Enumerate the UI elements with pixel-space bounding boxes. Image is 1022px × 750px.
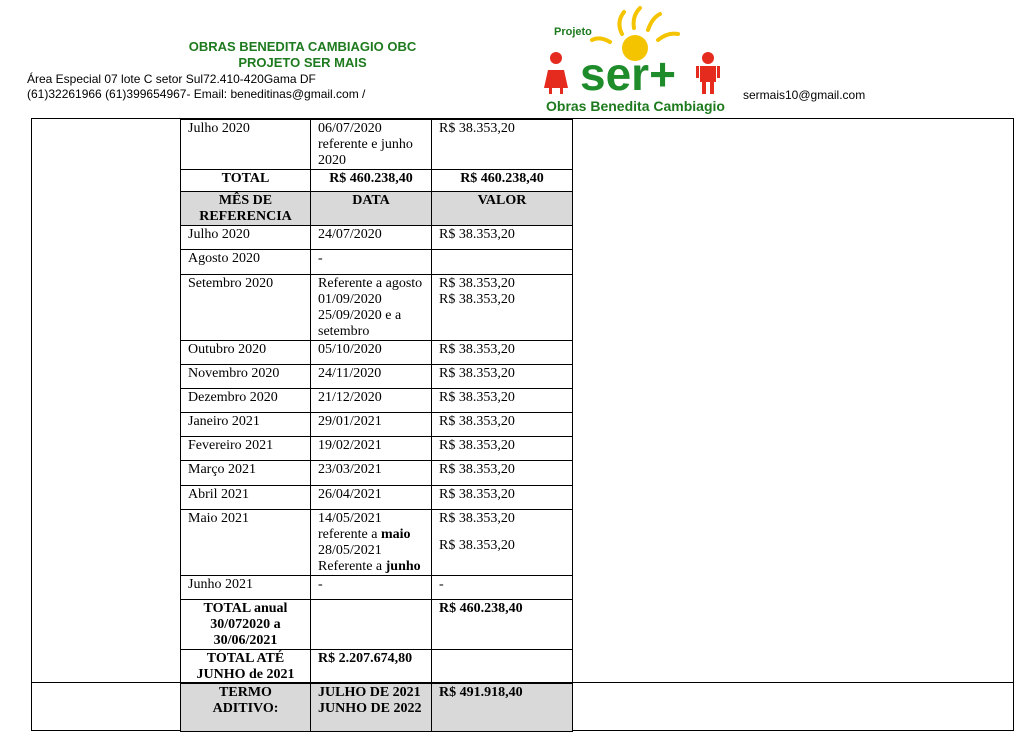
value-cell [432, 275, 573, 341]
logo-projeto-label: Projeto [554, 26, 592, 38]
value-cell: R$ 38.353,20 [432, 437, 573, 461]
total-until-row [181, 650, 573, 684]
month-cell: Outubro 2020 [181, 341, 311, 365]
date-emphasis: junho [385, 559, 421, 574]
value-cell: - [432, 576, 573, 600]
value-cell: R$ 38.353,20 [432, 365, 573, 389]
table-row [181, 226, 573, 250]
date-cell: - [311, 250, 432, 275]
month-cell: Fevereiro 2021 [181, 437, 311, 461]
value-cell: R$ 38.353,20 [432, 226, 573, 250]
left-figure-icon [544, 52, 568, 94]
total-date-cell: R$ 460.238,40 [311, 170, 432, 192]
month-cell: Agosto 2020 [181, 250, 311, 275]
address-block [27, 72, 365, 102]
total-annual-row [181, 600, 573, 650]
table-row [181, 389, 573, 413]
table-row [181, 486, 573, 510]
table-row [181, 341, 573, 365]
header-month: MÊS DE REFERENCIA [181, 192, 311, 226]
header-value: VALOR [432, 192, 573, 226]
month-cell: Junho 2021 [181, 576, 311, 600]
month-cell: Março 2021 [181, 461, 311, 486]
month-cell: Julho 2020 [181, 120, 311, 170]
table-row [181, 510, 573, 576]
date-cell: 23/03/2021 [311, 461, 432, 486]
value-line: R$ 38.353,20 [439, 292, 515, 307]
value-line: R$ 38.353,20 [439, 538, 515, 553]
value-cell: R$ 38.353,20 [432, 389, 573, 413]
date-cell: 21/12/2020 [311, 389, 432, 413]
total-label: TOTAL [181, 170, 311, 192]
total-until-label: TOTAL ATÉ JUNHO de 2021 [181, 650, 311, 684]
date-cell [311, 510, 432, 576]
month-cell: Maio 2021 [181, 510, 311, 576]
table-row [181, 275, 573, 341]
date-cell: Referente a agosto 01/09/2020 25/09/2020 e a setembro [311, 275, 432, 341]
project-logo [540, 6, 730, 118]
value-line: R$ 38.353,20 [439, 276, 515, 291]
month-cell: Abril 2021 [181, 486, 311, 510]
value-cell: R$ 38.353,20 [432, 341, 573, 365]
value-line: R$ 38.353,20 [439, 511, 515, 526]
secondary-email: sermais10@gmail.com [743, 88, 866, 102]
total-until-value [432, 650, 573, 684]
value-cell: R$ 38.353,20 [432, 486, 573, 510]
month-cell: Setembro 2020 [181, 275, 311, 341]
value-cell [432, 510, 573, 576]
logo-brand: ser+ [580, 48, 676, 100]
date-cell: 26/04/2021 [311, 486, 432, 510]
amendment-value: R$ 491.918,40 [432, 684, 573, 732]
month-cell: Novembro 2020 [181, 365, 311, 389]
total-row [181, 170, 573, 192]
project-name: PROJETO SER MAIS [238, 55, 367, 70]
value-cell: R$ 38.353,20 [432, 413, 573, 437]
date-cell: 19/02/2021 [311, 437, 432, 461]
table-row [181, 413, 573, 437]
table-row [181, 250, 573, 275]
date-cell: 06/07/2020 referente e junho 2020 [311, 120, 432, 170]
value-cell [432, 250, 573, 275]
total-annual-date [311, 600, 432, 650]
date-cell: 24/11/2020 [311, 365, 432, 389]
date-text: 28/05/2021 Referente a [318, 543, 386, 574]
header-date: DATA [311, 192, 432, 226]
total-annual-value: R$ 460.238,40 [432, 600, 573, 650]
table-row [181, 365, 573, 389]
table-row [181, 120, 573, 170]
total-annual-label: TOTAL anual 30/072020 a 30/06/2021 [181, 600, 311, 650]
date-text: 14/05/2021 referente a [318, 511, 382, 542]
table-row [181, 461, 573, 486]
date-cell: 29/01/2021 [311, 413, 432, 437]
table-row [181, 437, 573, 461]
value-cell: R$ 38.353,20 [432, 120, 573, 170]
month-cell: Janeiro 2021 [181, 413, 311, 437]
contact-line: (61)32261966 (61)399654967- Email: beneditinas@gmail.com / [27, 87, 366, 101]
month-cell: Julho 2020 [181, 226, 311, 250]
amendment-row [181, 684, 573, 732]
payments-table [180, 119, 573, 732]
org-header [160, 39, 445, 71]
logo-caption: Obras Benedita Cambiagio [546, 98, 725, 114]
date-cell: - [311, 576, 432, 600]
month-cell: Dezembro 2020 [181, 389, 311, 413]
header-row [181, 192, 573, 226]
right-figure-icon [696, 52, 720, 94]
amendment-label: TERMO ADITIVO: [181, 684, 311, 732]
date-emphasis: maio [380, 527, 411, 542]
value-cell: R$ 38.353,20 [432, 461, 573, 486]
total-value-cell: R$ 460.238,40 [432, 170, 573, 192]
address-line: Área Especial 07 lote C setor Sul72.410-420Gama DF [27, 72, 316, 86]
table-row [181, 576, 573, 600]
total-until-date: R$ 2.207.674,80 [311, 650, 432, 684]
date-cell: 05/10/2020 [311, 341, 432, 365]
date-cell: 24/07/2020 [311, 226, 432, 250]
amendment-period: JULHO DE 2021 JUNHO DE 2022 [311, 684, 432, 732]
org-name: OBRAS BENEDITA CAMBIAGIO OBC [188, 39, 417, 54]
